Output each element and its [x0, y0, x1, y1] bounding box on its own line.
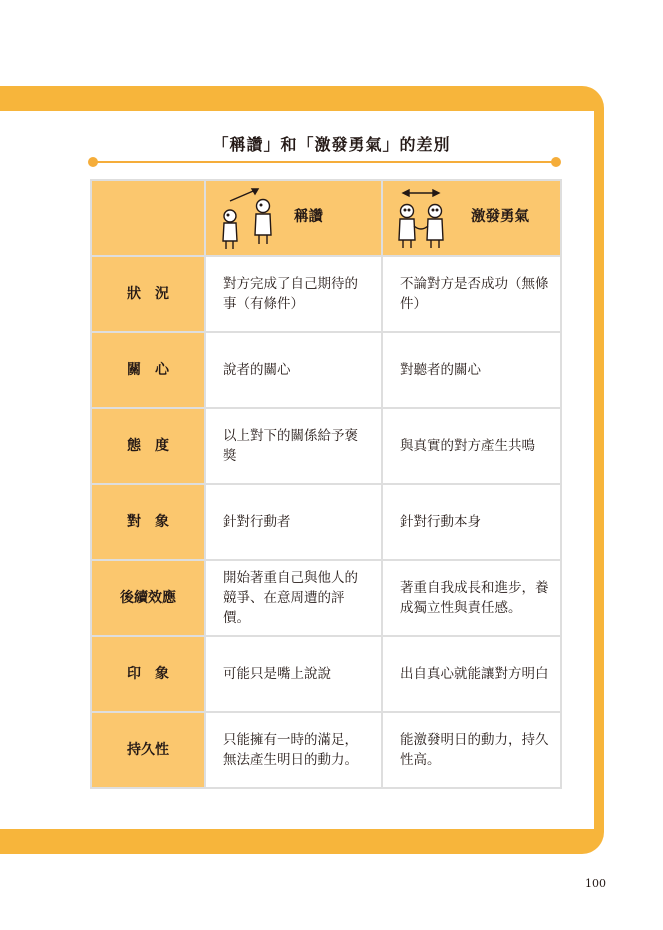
header-praise-cell — [205, 180, 382, 256]
row-label: 狀況 — [91, 256, 205, 332]
table-row — [91, 484, 561, 560]
praise-cell: 針對行動者 — [205, 484, 382, 560]
rule-dot-right — [551, 157, 561, 167]
praise-figures-icon — [216, 186, 288, 252]
praise-cell: 以上對下的關係給予褒獎 — [205, 408, 382, 484]
encourage-cell: 與真實的對方產生共鳴 — [382, 408, 561, 484]
row-label: 持久性 — [91, 712, 205, 788]
praise-cell: 開始著重自己與他人的競爭、在意周遭的評價。 — [205, 560, 382, 636]
row-label: 後續效應 — [91, 560, 205, 636]
table-row — [91, 560, 561, 636]
page-title: 「稱讚」和「激發勇氣」的差別 — [212, 135, 451, 154]
page-number: 100 — [585, 877, 606, 890]
header-empty-cell — [91, 180, 205, 256]
praise-cell: 對方完成了自己期待的事（有條件） — [205, 256, 382, 332]
encourage-cell: 對聽者的關心 — [382, 332, 561, 408]
row-label: 關心 — [91, 332, 205, 408]
row-label: 印象 — [91, 636, 205, 712]
table-row — [91, 332, 561, 408]
table-header-row — [91, 180, 561, 256]
table-row — [91, 636, 561, 712]
comparison-table — [90, 179, 562, 789]
title-rule — [93, 161, 556, 163]
row-label: 對象 — [91, 484, 205, 560]
encourage-cell: 針對行動本身 — [382, 484, 561, 560]
encourage-cell: 不論對方是否成功（無條件） — [382, 256, 561, 332]
praise-cell: 只能擁有一時的滿足，無法產生明日的動力。 — [205, 712, 382, 788]
header-encourage-cell — [382, 180, 561, 256]
encourage-cell: 出自真心就能讓對方明白 — [382, 636, 561, 712]
encourage-cell: 能激發明日的動力，持久性高。 — [382, 712, 561, 788]
table-row — [91, 712, 561, 788]
praise-cell: 可能只是嘴上說說 — [205, 636, 382, 712]
header-encourage-label: 激發勇氣 — [471, 209, 529, 225]
row-label: 態度 — [91, 408, 205, 484]
table-row — [91, 256, 561, 332]
table-row — [91, 408, 561, 484]
encourage-cell: 著重自我成長和進步，養成獨立性與責任感。 — [382, 560, 561, 636]
encourage-figures-icon — [393, 186, 465, 252]
header-praise-label: 稱讚 — [294, 209, 323, 225]
praise-cell: 說者的關心 — [205, 332, 382, 408]
rule-dot-left — [88, 157, 98, 167]
